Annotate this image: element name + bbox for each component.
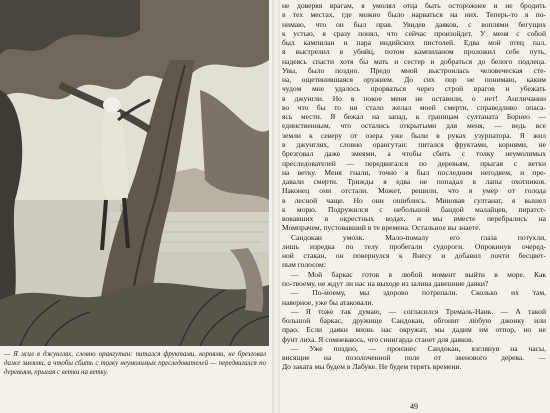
text-line: нимаю, что он был прав. Увидев даяков, с воплями бегущих (282, 19, 546, 29)
text-line: — Уже поздно, — произнес Сандокан, взглянув на часы, (291, 343, 546, 353)
text-line: я выстрелил в убийц, потом кампиланом проложил себе путь, (282, 47, 546, 57)
text-line: — По-моему, мы здорово потрепали. Сколько их там, (291, 288, 546, 298)
text-line: — Мой баркас готов в любой момент выйти в море. Как (291, 269, 546, 279)
text-line: в лесной чаще. Но они ошиблись. Миновав султанат, я вышел (282, 195, 546, 205)
text-line: ным голосом: (282, 260, 326, 270)
text-line: ной стакан, он повернулся к Янесу и добавил почти бесцвет- (282, 251, 546, 261)
text-line: ясь мести. Я бежал на запад, к границам султаната Борнео — (282, 112, 546, 122)
text-line: фунт лиха. Я сомневаюсь, что синигарда станет для даяков. (282, 334, 474, 344)
text-line: давали смерти. Трижды я едва не попадал в лапы охотников. (282, 177, 546, 187)
text-line: лишь изредка по телу пробегали судороги. Опрокинув очеред- (282, 241, 546, 251)
text-line: Момпрачем, пустовавший в те времена. Остальное вы знаете. (282, 223, 481, 233)
text-line: не доверяя врагам, я умолял отца быть осторожнее и не бродить (282, 1, 546, 10)
text-line: висящие на позолоченной поле от звенового дерева. — (282, 353, 546, 363)
text-line: земли к северу от озера уже были в руках узурпатора. Я жил (282, 130, 546, 140)
text-line: вовавших в окрестных водах, и мы вместе перебрались на (282, 214, 546, 224)
illustration-caption: — Я жил в джунглях, словно орангутан: питался фруктами, корнями, не брезговал даже змеями, а чтобы сбить с толку неумолимых преследователей — передвигался по деревьям, прыгая с ветки на ветку. (4, 351, 266, 377)
text-line: на ветку. Меня гнали, точно я был последним негодяем, и пре- (282, 167, 546, 177)
right-page (282, 0, 546, 413)
text-line: Увы, было поздно. Предо мной выстроилась человеческая сте- (282, 65, 546, 75)
text-line: к морю. Подружился с небольшой бандой малайцев, пиратст- (282, 204, 546, 214)
text-line: Сандокан умолк. Мало-помалу его глаза потухли, (291, 232, 546, 242)
page-gutter (272, 0, 280, 413)
text-line: в джунгли. Но в покое меня не оставили, о нет! Англичанин (282, 93, 546, 103)
engraving-image (0, 0, 269, 346)
text-line: чудом мне удалось прорваться через строй врагов и убежать (282, 84, 546, 94)
text-line: на, ощетинившаяся оружием. До сих пор не понимаю, каким (282, 75, 546, 85)
text-line: по-твоему, не ждут ли нас на выходе из залива давешние даяки? (282, 278, 489, 288)
text-line: брезговал даже змеями, а чтобы сбить с толку неумолимых (282, 149, 546, 159)
page-number: 49 (410, 402, 418, 411)
text-line: надеясь спасти хотя бы мать и сестер и добраться до белого подлеца. (282, 56, 546, 66)
text-line: большой баркас, дружище Сандокан, обгонит любую джонку или (282, 316, 546, 326)
text-line: единственным, что остались открытыми для меня, — ведь все (282, 121, 546, 131)
text-line: преследователей — передвигался по деревьям, прыгая с ветки (282, 158, 546, 168)
text-line: прао. Если даяки вновь нас окружат, мы дадим им отпор, но не (282, 325, 546, 335)
text-line: До заката мы будем в Лабуке. Не будем терять времени. (282, 362, 462, 372)
text-line: к устью, я сразу понял, что сейчас произойдет. У меня с собой (282, 28, 546, 38)
text-line: — Я тоже так думаю, — согласился Тремаль-Наик. — А такой (291, 306, 546, 316)
text-line: в тех местах, где можно было нарваться на них. Теперь-то я по- (282, 10, 546, 20)
body-text (282, 1, 546, 372)
left-page (0, 0, 274, 413)
text-line: был кампилан и пара индийских пистолей. Едва мой отец пал, (282, 38, 546, 48)
jungle-illustration (0, 0, 269, 346)
text-line: наверное, уже бы атаковали. (282, 297, 374, 307)
text-line: Наконец они отстали. Может, решили, что я умер от голода (282, 186, 546, 196)
text-line: в джунглях, словно орангутан: питался фруктами, корнями, не (282, 139, 546, 149)
text-line: во что бы то ни стало желал моей смерти, справедливо опаса- (282, 102, 546, 112)
